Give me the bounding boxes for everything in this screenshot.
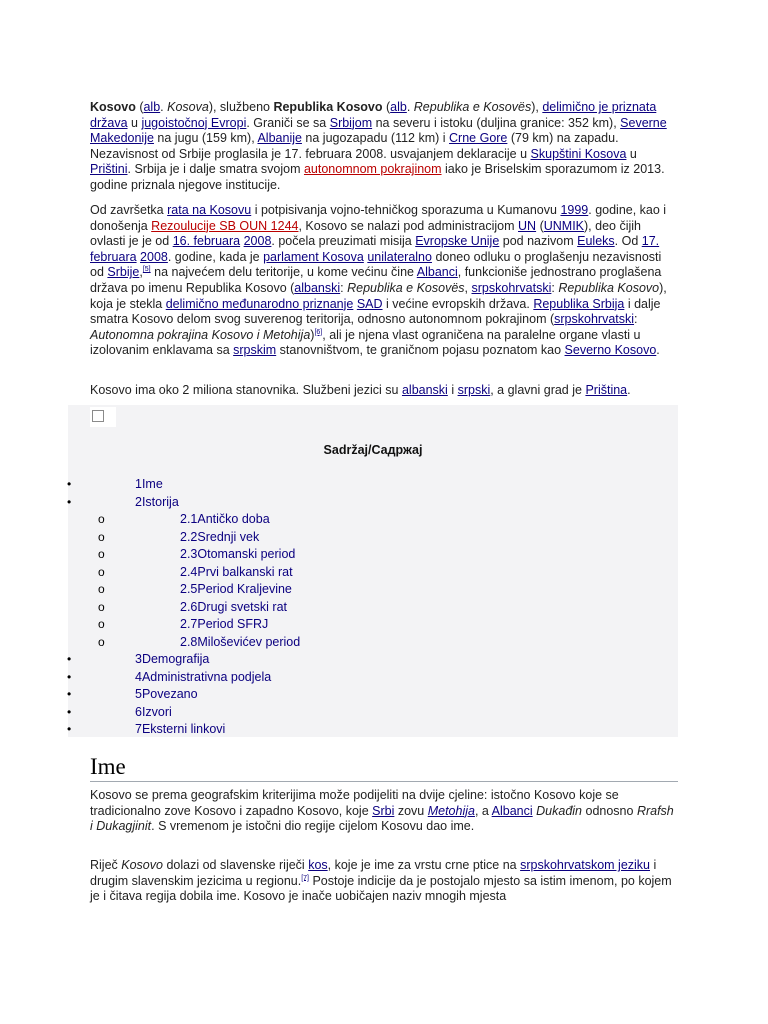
toc-item-5[interactable] [135, 687, 198, 702]
link-2008[interactable]: 2008 [243, 234, 272, 249]
toc-item-7[interactable] [135, 722, 225, 737]
link-jugoistocna-evropa[interactable]: jugoistočnoj Evropi [141, 115, 247, 130]
link-unmik[interactable]: UNMIK [543, 218, 585, 233]
link-albanci-2[interactable]: Albanci [491, 803, 533, 818]
toc-item-number: 2.1 [180, 512, 198, 526]
toc-subitem-marker: o [98, 512, 105, 526]
link-pristina[interactable]: Prištini [90, 162, 128, 177]
link-medjunarodno-priznanje[interactable]: delimično međunarodno priznanje [165, 296, 354, 311]
toc-item-label: Period SFRJ [197, 617, 269, 631]
link-srbija[interactable]: Srbijom [329, 115, 373, 130]
link-kos[interactable]: kos [308, 858, 328, 872]
toc-item-label: Prvi balkanski rat [197, 564, 293, 579]
toc-item-number: 7 [135, 722, 142, 736]
toc-item-number: 2 [135, 494, 142, 509]
toc-subitem-marker: o [98, 634, 105, 649]
toc-item-label: Ime [141, 477, 163, 491]
link-alb[interactable]: alb [143, 100, 161, 114]
toc-item-marker: • [67, 722, 72, 736]
link-rezolucija-1244[interactable]: Rezoulucije SB OUN 1244 [151, 218, 299, 233]
toc-subitem-marker: o [98, 564, 105, 579]
toc-item-1[interactable] [135, 477, 163, 492]
link-rat-na-kosovu[interactable]: rata na Kosovu [167, 203, 252, 217]
toc-item-label: Demografija [141, 652, 210, 666]
toc-toggle[interactable] [90, 407, 116, 427]
link-republika-srbija[interactable]: Republika Srbija [533, 296, 625, 311]
ref-6[interactable]: [6] [314, 328, 323, 336]
toc-item-marker: • [67, 687, 72, 701]
toc-item-number: 2.5 [180, 582, 198, 596]
toc-subitem-marker: o [98, 529, 105, 544]
toc-subitem-marker: o [98, 582, 105, 596]
intro-paragraph: Kosovo (alb. Kosova), službeno Republika Kosovo (alb. Republika e Kosovës), delimično je priznata država u jugoistočnoj Evropi. Graniči se sa Srbijom na severu i istoku (duljina granice: 352 km), Severne Makedonije na jugu (159 km), Albanije na jugozapadu (112 km) i Crne Gore (79 km) na zapadu. Nezavisnost od Srbije proglasila je 17. februara 2008. usvajanjem deklaracije u Skupštini Kosova u Prištini. Srbija je i dalje smatra svojom autonomnom pokrajinom iako je Briselskim sporazumom iz 2013. godine priznala njegove institucije. [90, 100, 667, 192]
history-paragraph: Od završetka rata na Kosovu i potpisivanja vojno-tehničkog sporazuma u Kumanovu 1999. godine, kao i donošenja Rezoulucije SB OUN 1244, Kosovo se nalazi pod administracijom UN (UNMIK), deo čijih ovlasti je je od 16. februara 2008. počela preuzimati misija Evropske Unije pod nazivom Euleks. Od 17. februara 2008. godine, kada je parlament Kosova unilateralno doneo odluku o proglašenju nezavisnosti od Srbije,[5] na najvećem delu teritorije, u kome većinu čine Albanci, funkcioniše jednostrano proglašena država po imenu Republika Kosovo (albanski: Republika e Kosovës, srpskohrvatski: Republika Kosovo), koja je stekla delimično međunarodno priznanje SAD i većine evropskih država. Republika Srbija i dalje smatra Kosovo delom svog suverenog teritorija, odnosno autonomnom pokrajinom (srpskohrvatski: Autonomna pokrajina Kosovo i Metohija)[6], ali je njena vlast ograničena na paralelne organe vlasti u izolovanim enklavama sa srpskim stanovništvom, te graničnom pojasu poznatom kao Severno Kosovo. [90, 203, 667, 358]
link-srbije[interactable]: Srbije [107, 265, 140, 280]
link-sad[interactable]: SAD [356, 296, 383, 311]
link-albanija[interactable]: Albanije [257, 131, 302, 146]
toc-title: Sadržaj/Садржај [323, 443, 423, 457]
toc-item-label: Drugi svetski rat [197, 599, 287, 614]
toc-item-2-4[interactable] [180, 565, 293, 580]
toc-item-label: Antičko doba [197, 512, 270, 526]
checkbox-icon[interactable] [92, 410, 104, 422]
population-paragraph: Kosovo ima oko 2 miliona stanovnika. Službeni jezici su albanski i srpski, a glavni grad je Priština. [90, 383, 631, 397]
link-crna-gora[interactable]: Crne Gore [449, 131, 508, 146]
toc-item-2-7[interactable] [180, 617, 268, 632]
toc-item-number: 5 [135, 687, 142, 701]
link-euleks[interactable]: Euleks [577, 234, 615, 249]
toc-subitem-marker: o [98, 547, 105, 561]
link-srpskohrvatski[interactable]: srpskohrvatski [471, 280, 552, 295]
toc-item-label: Administrativna podjela [141, 669, 272, 684]
link-unilateralno[interactable]: unilateralno [367, 249, 432, 264]
toc-item-label: Eksterni linkovi [141, 722, 226, 736]
link-un[interactable]: UN [518, 218, 537, 233]
link-pristina-grad[interactable]: Priština [585, 383, 628, 397]
toc-item-2[interactable] [135, 495, 179, 510]
link-srpskohrvatski-jezik[interactable]: srpskohrvatskom jeziku [520, 858, 650, 872]
link-skupstina-kosova[interactable]: Skupštini Kosova [530, 146, 627, 161]
link-delimicno-priznata[interactable]: delimično je priznata država [90, 100, 657, 130]
toc-item-label: Istorija [141, 494, 179, 509]
ime-paragraph-2: Riječ Kosovo dolazi od slavenske riječi kos, koje je ime za vrstu crne ptice na srpskohrvatskom jeziku i drugim slavenskim jezicima u regionu.[7] Postoje indicije da je postojalo mjesto sa istim imenom, po kojem je i čitava regija dobila ime. Kosovo je inače uobičajen naziv mnogih mjesta [90, 858, 672, 904]
toc-item-4[interactable] [135, 670, 271, 685]
ref-5[interactable]: [5] [142, 266, 151, 274]
link-evropska-unija[interactable]: Evropske Unije [415, 234, 500, 249]
link-1999[interactable]: 1999 [560, 203, 589, 217]
link-severna-makedonija[interactable]: Severne Makedonije [90, 115, 667, 146]
toc-item-2-2[interactable] [180, 530, 259, 545]
link-2008-b[interactable]: 2008 [140, 249, 168, 264]
toc-item-marker: • [67, 652, 72, 666]
link-albanski-jezik[interactable]: albanski [401, 383, 448, 397]
toc-item-2-5[interactable] [180, 582, 292, 597]
toc-item-marker: • [67, 704, 72, 719]
toc-subitem-marker: o [98, 599, 105, 614]
link-metohija[interactable]: Metohija [427, 803, 475, 818]
link-autonomna-pokrajina[interactable]: autonomnom pokrajinom [303, 162, 442, 177]
toc-item-label: Period Kraljevine [197, 582, 292, 596]
toc-item-label: Povezano [141, 687, 198, 701]
toc-item-6[interactable] [135, 705, 172, 720]
link-srpskohrvatski-2[interactable]: srpskohrvatski [554, 312, 635, 327]
link-parlament-kosova[interactable]: parlament Kosova [263, 249, 364, 264]
link-16-februara[interactable]: 16. februara [172, 234, 241, 249]
toc-item-label: Otomanski period [197, 547, 296, 561]
section-heading-ime: Ime [90, 754, 678, 782]
toc-item-2-3[interactable] [180, 547, 295, 562]
toc-item-number: 1 [135, 477, 142, 491]
toc-item-3[interactable] [135, 652, 209, 667]
toc-item-number: 3 [135, 652, 142, 666]
toc-item-number: 2.6 [180, 599, 198, 614]
toc-item-marker: • [67, 477, 72, 491]
toc-item-number: 2.3 [180, 547, 198, 561]
toc-item-number: 2.8 [180, 634, 198, 649]
link-srbi[interactable]: Srbi [372, 803, 395, 818]
toc-item-label: Izvori [141, 704, 172, 719]
toc-item-number: 2.2 [180, 529, 198, 544]
toc-item-number: 4 [135, 669, 142, 684]
toc-item-number: 6 [135, 704, 142, 719]
link-srpskim[interactable]: srpskim [233, 343, 277, 358]
toc-item-label: Srednji vek [197, 529, 260, 544]
link-albanci[interactable]: Albanci [416, 265, 458, 280]
toc-item-number: 2.4 [180, 564, 198, 579]
link-17-februara[interactable]: 17. februara [90, 234, 660, 264]
link-alb-2[interactable]: alb [390, 100, 407, 114]
toc-item-marker: • [67, 669, 72, 684]
link-severno-kosovo[interactable]: Severno Kosovo [564, 343, 657, 358]
toc-item-2-8[interactable] [180, 635, 300, 650]
ime-paragraph-1: Kosovo se prema geografskim kriterijima može podijeliti na dvije cjeline: istočno Kosovo koje se tradicionalno zove Kosovo i zapadno Kosovo, koje Srbi zovu Metohija, a Albanci Dukađin odnosno Rrafsh i Dukagjinit. S vremenom je istočni dio regije cijelom Kosovu dao ime. [90, 788, 674, 834]
toc-subitem-marker: o [98, 617, 105, 631]
toc-item-marker: • [67, 494, 72, 509]
link-srpski-jezik[interactable]: srpski [457, 383, 491, 397]
ref-7[interactable]: [7] [301, 874, 309, 882]
toc-item-label: Miloševićev period [197, 634, 301, 649]
toc-item-2-6[interactable] [180, 600, 287, 615]
link-albanski[interactable]: albanski [294, 280, 341, 295]
toc-item-number: 2.7 [180, 617, 198, 631]
toc-item-2-1[interactable] [180, 512, 270, 527]
